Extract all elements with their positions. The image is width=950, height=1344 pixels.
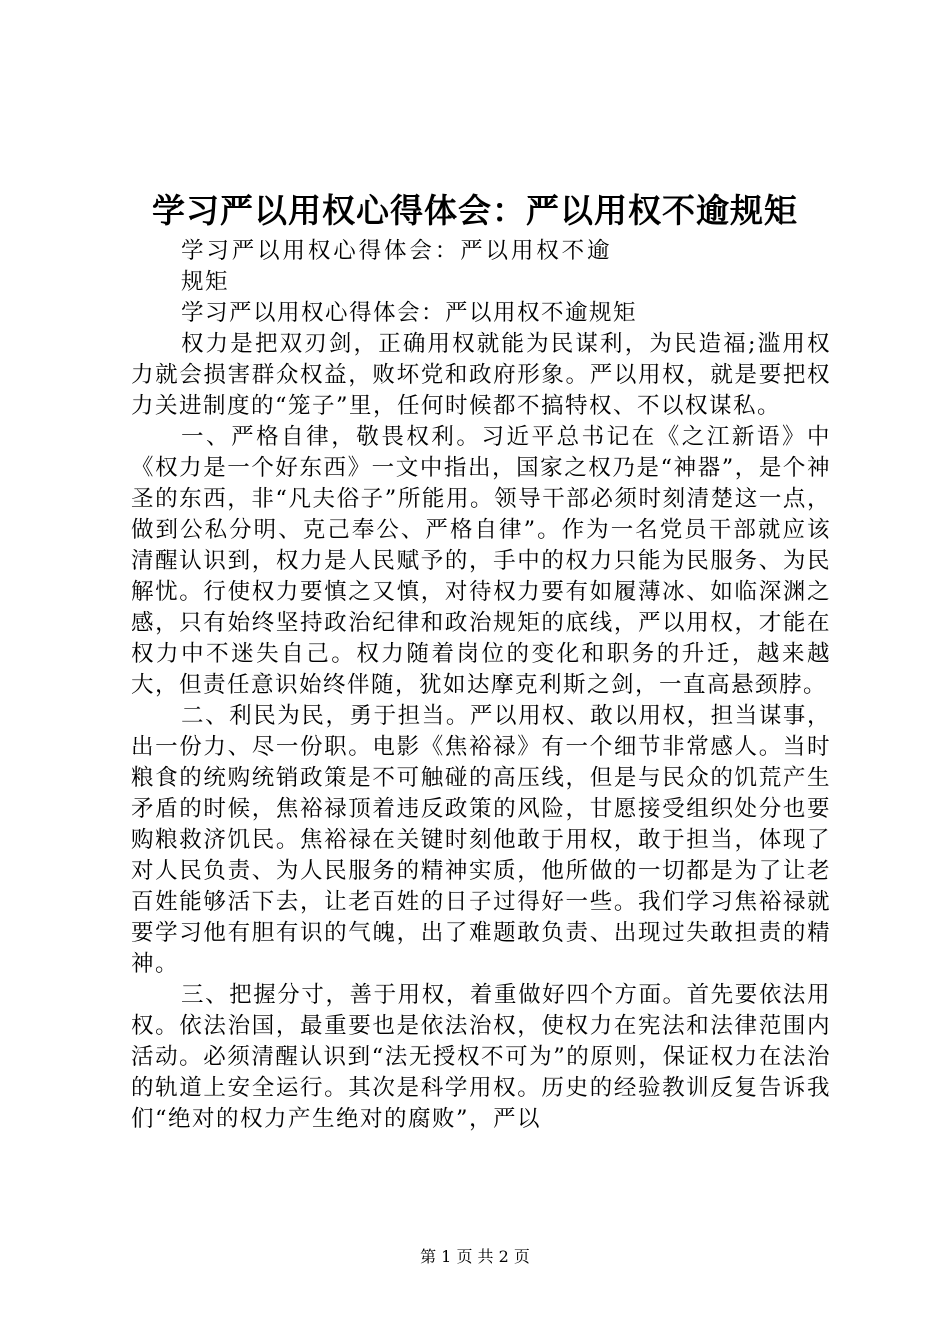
paragraph-section-1: 一、严格自律，敬畏权利。习近平总书记在《之江新语》中《权力是一个好东西》一文中指出，国家之权乃是“神器”，是个神圣的东西，非“凡夫俗子”所能用。领导干部必须时刻清楚这一点，做到公私分明、克己奉公、严格自律”。作为一名党员干部就应该清醒认识到，权力是人民赋予的，手中的权力只能为民服务、为民解忧。行使权力要慎之又慎，对待权力要有如履薄冰、如临深渊之感，只有始终坚持政治纪律和政治规矩的底线，严以用权，才能在权力中不迷失自己。权力随着岗位的变化和职务的升迁，越来越大，但责任意识始终伴随，犹如达摩克利斯之剑，一直高悬颈脖。 xyxy=(131,424,831,698)
paragraph-section-2: 二、利民为民，勇于担当。严以用权、敢以用权，担当谋事，出一份力、尽一份职。电影《焦裕禄》有一个细节非常感人。当时粮食的统购统销政策是不可触碰的高压线，但是与民众的饥荒产生矛盾的时候，焦裕禄顶着违反政策的风险，甘愿接受组织处分也要购粮救济饥民。焦裕禄在关键时刻他敢于用权，敢于担当，体现了对人民负责、为人民服务的精神实质，他所做的一切都是为了让老百姓能够活下去，让老百姓的日子过得好一些。我们学习焦裕禄就要学习他有胆有识的气魄，出了难题敢负责、出现过失敢担责的精神。 xyxy=(131,703,831,977)
page-footer: 第 1 页 共 2 页 xyxy=(420,1247,530,1266)
document-body xyxy=(131,236,831,1135)
paragraph-section-3: 三、把握分寸，善于用权，着重做好四个方面。首先要依法用权。依法治国，最重要也是依法治权，使权力在宪法和法律范围内活动。必须清醒认识到“法无授权不可为”的原则，保证权力在法治的轨道上安全运行。其次是科学用权。历史的经验教训反复告诉我们“绝对的权力产生绝对的腐败”，严以 xyxy=(131,982,831,1132)
subtitle-line-1: 学习严以用权心得体会：严以用权不逾规矩 xyxy=(181,238,611,295)
paragraph-intro: 权力是把双刃剑，正确用权就能为民谋利，为民造福;滥用权力就会损害群众权益，败坏党和政府形象。严以用权，就是要把权力关进制度的“笼子”里，任何时候都不搞特权、不以权谋私。 xyxy=(131,331,831,419)
document-title: 学习严以用权心得体会：严以用权不逾规矩 xyxy=(152,191,798,230)
subtitle-line-2: 学习严以用权心得体会：严以用权不逾规矩 xyxy=(181,300,638,326)
